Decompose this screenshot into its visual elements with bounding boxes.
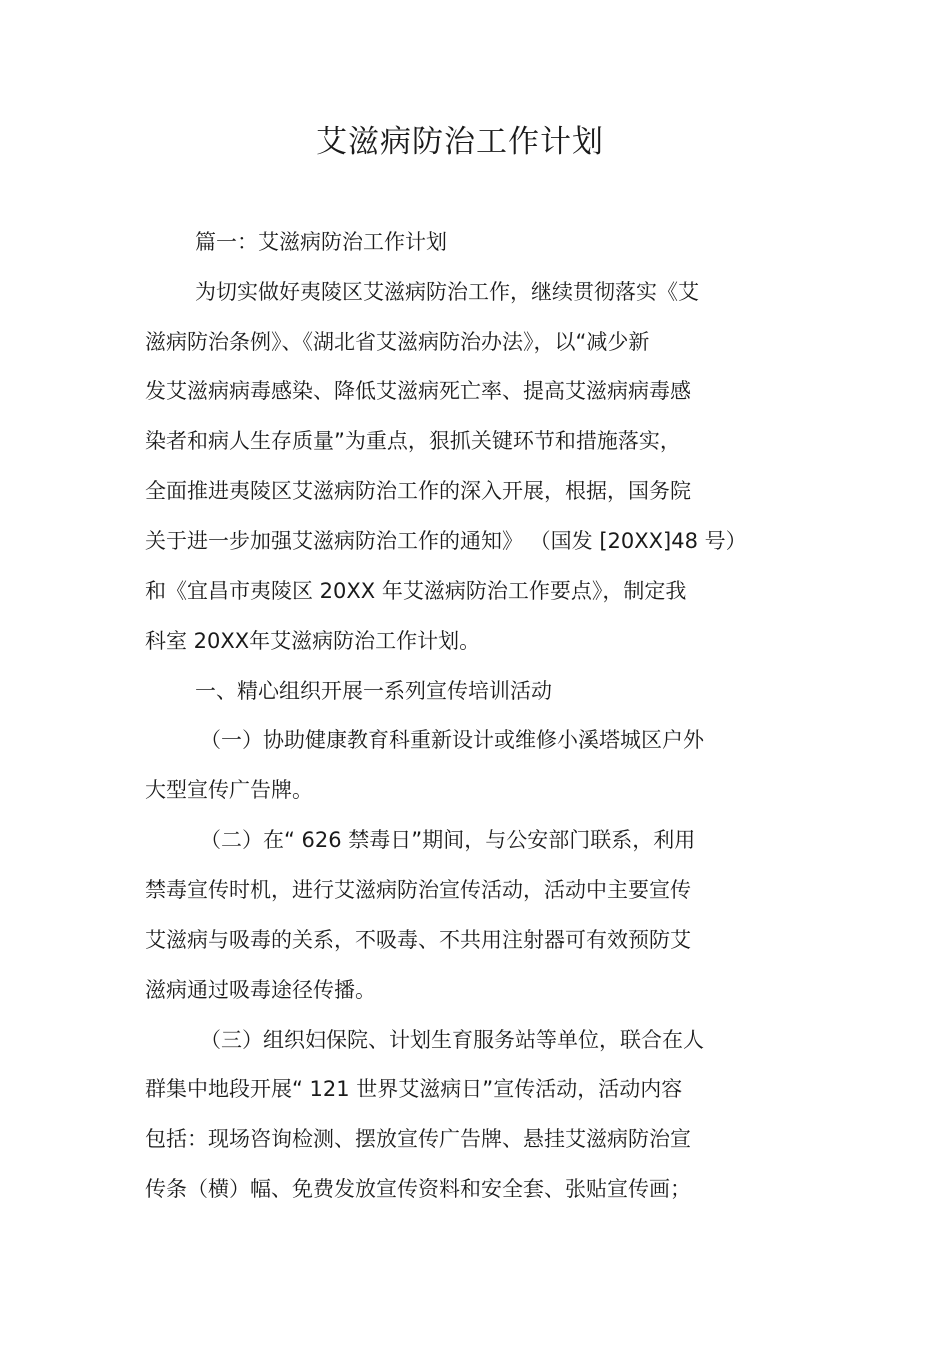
paragraph-line: 篇一：艾滋病防治工作计划 — [195, 230, 447, 254]
paragraph-line: 群集中地段开展“ 121 世界艾滋病日”宣传活动，活动内容 — [145, 1077, 683, 1101]
paragraph-line: 发艾滋病病毒感染、降低艾滋病死亡率、提高艾滋病病毒感 — [145, 379, 691, 403]
paragraph-line: 全面推进夷陵区艾滋病防治工作的深入开展，根据，国务院 — [145, 479, 691, 503]
paragraph-line: 传条（横）幅、免费发放宣传资料和安全套、张贴宣传画； — [145, 1177, 691, 1201]
paragraph-line: 大型宣传广告牌。 — [145, 778, 313, 802]
paragraph-line: 为切实做好夷陵区艾滋病防治工作，继续贯彻落实《艾 — [195, 280, 699, 304]
paragraph-line: 包括：现场咨询检测、摆放宣传广告牌、悬挂艾滋病防治宣 — [145, 1127, 691, 1151]
paragraph-line: 艾滋病与吸毒的关系，不吸毒、不共用注射器可有效预防艾 — [145, 928, 691, 952]
paragraph-line: （一）协助健康教育科重新设计或维修小溪塔城区户外 — [200, 728, 704, 752]
paragraph-line: 滋病防治条例》、《湖北省艾滋病防治办法》，以“减少新 — [145, 330, 650, 354]
paragraph-line: 科室 20XX年艾滋病防治工作计划。 — [145, 629, 481, 653]
document-title: 艾滋病防治工作计划 — [316, 124, 604, 160]
section-heading: 一、精心组织开展一系列宣传培训活动 — [195, 679, 552, 703]
paragraph-line: （二）在“ 626 禁毒日”期间，与公安部门联系，利用 — [200, 828, 696, 852]
paragraph-line: 染者和病人生存质量”为重点，狠抓关键环节和措施落实， — [145, 429, 681, 453]
paragraph-line: （三）组织妇保院、计划生育服务站等单位，联合在人 — [200, 1028, 704, 1052]
paragraph-line: 滋病通过吸毒途径传播。 — [145, 978, 376, 1002]
paragraph-line: 和《宜昌市夷陵区 20XX 年艾滋病防治工作要点》，制定我 — [145, 579, 687, 603]
paragraph-line: 禁毒宣传时机，进行艾滋病防治宣传活动，活动中主要宣传 — [145, 878, 691, 902]
paragraph-line: 关于进一步加强艾滋病防治工作的通知》 （国发 [20XX]48 号） — [145, 529, 747, 553]
